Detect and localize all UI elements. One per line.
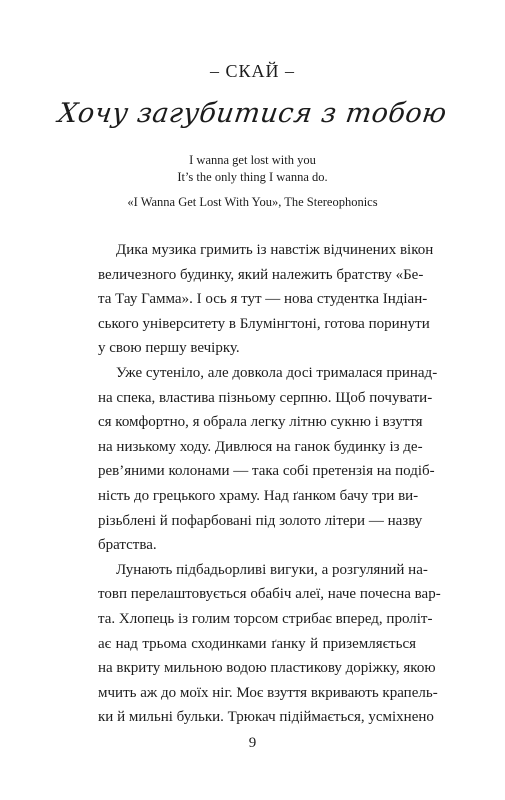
text-line: Дика музика гримить із навстіж відчинених вікон — [116, 242, 434, 258]
text-line: у свою першу вечірку. — [98, 340, 240, 357]
text-line: ського університету в Блумінгтоні, готова поринути — [98, 315, 430, 332]
text-line: різьблені й пофарбовані під золото літери — назву — [98, 512, 423, 529]
text-line: рев’яними колонами — така собі претензія на подіб- — [98, 463, 435, 480]
text-line: мчить аж до моїх ніг. Моє взуття вкривають крапель- — [98, 684, 438, 701]
text-line: величезного будинку, який належить братству «Бе- — [98, 266, 424, 283]
text-line: братства. — [98, 537, 157, 554]
text-line: ся комфортно, я обрала легку літню сукню і взуття — [98, 414, 423, 431]
body-text — [98, 238, 441, 730]
text-line: на низькому ходу. Дивлюся на ганок будинку із де- — [98, 438, 423, 455]
text-line: Уже сутеніло, але довкола досі трималася принад- — [116, 364, 438, 381]
chapter-label: – СКАЙ – — [209, 61, 295, 81]
chapter-title: Хочу загубитися з тобою — [56, 98, 449, 129]
text-line: ність до грецького храму. Над ґанком бачу три ви- — [98, 487, 419, 504]
epigraph — [0, 152, 505, 211]
text-line: та Тау Гамма». І ось я тут — нова студентка Індіан- — [98, 291, 428, 308]
epigraph-line: I wanna get lost with you — [189, 153, 316, 167]
text-line: Лунають підбадьорливі вигуки, а розгуляний на- — [116, 561, 428, 578]
text-line: на спека, властива пізньому серпню. Щоб почувати- — [98, 389, 433, 406]
text-line: на вкриту мильною водою пластикову доріжку, якою — [98, 660, 436, 677]
text-line: та. Хлопець із голим торсом стрибає вперед, проліт- — [98, 610, 433, 627]
text-line: товп перелаштовується обабіч алеї, наче почесна вар- — [98, 586, 441, 603]
epigraph-source: «I Wanna Get Lost With You», The Stereophonics — [127, 195, 378, 209]
text-line: ає над трьома сходинками ґанку й приземляється — [98, 635, 416, 652]
page-number: 9 — [248, 735, 257, 751]
text-line: ки й мильні бульки. Трюкач підіймається, усміхнено — [98, 709, 434, 726]
epigraph-line: It’s the only thing I wanna do. — [177, 170, 328, 184]
